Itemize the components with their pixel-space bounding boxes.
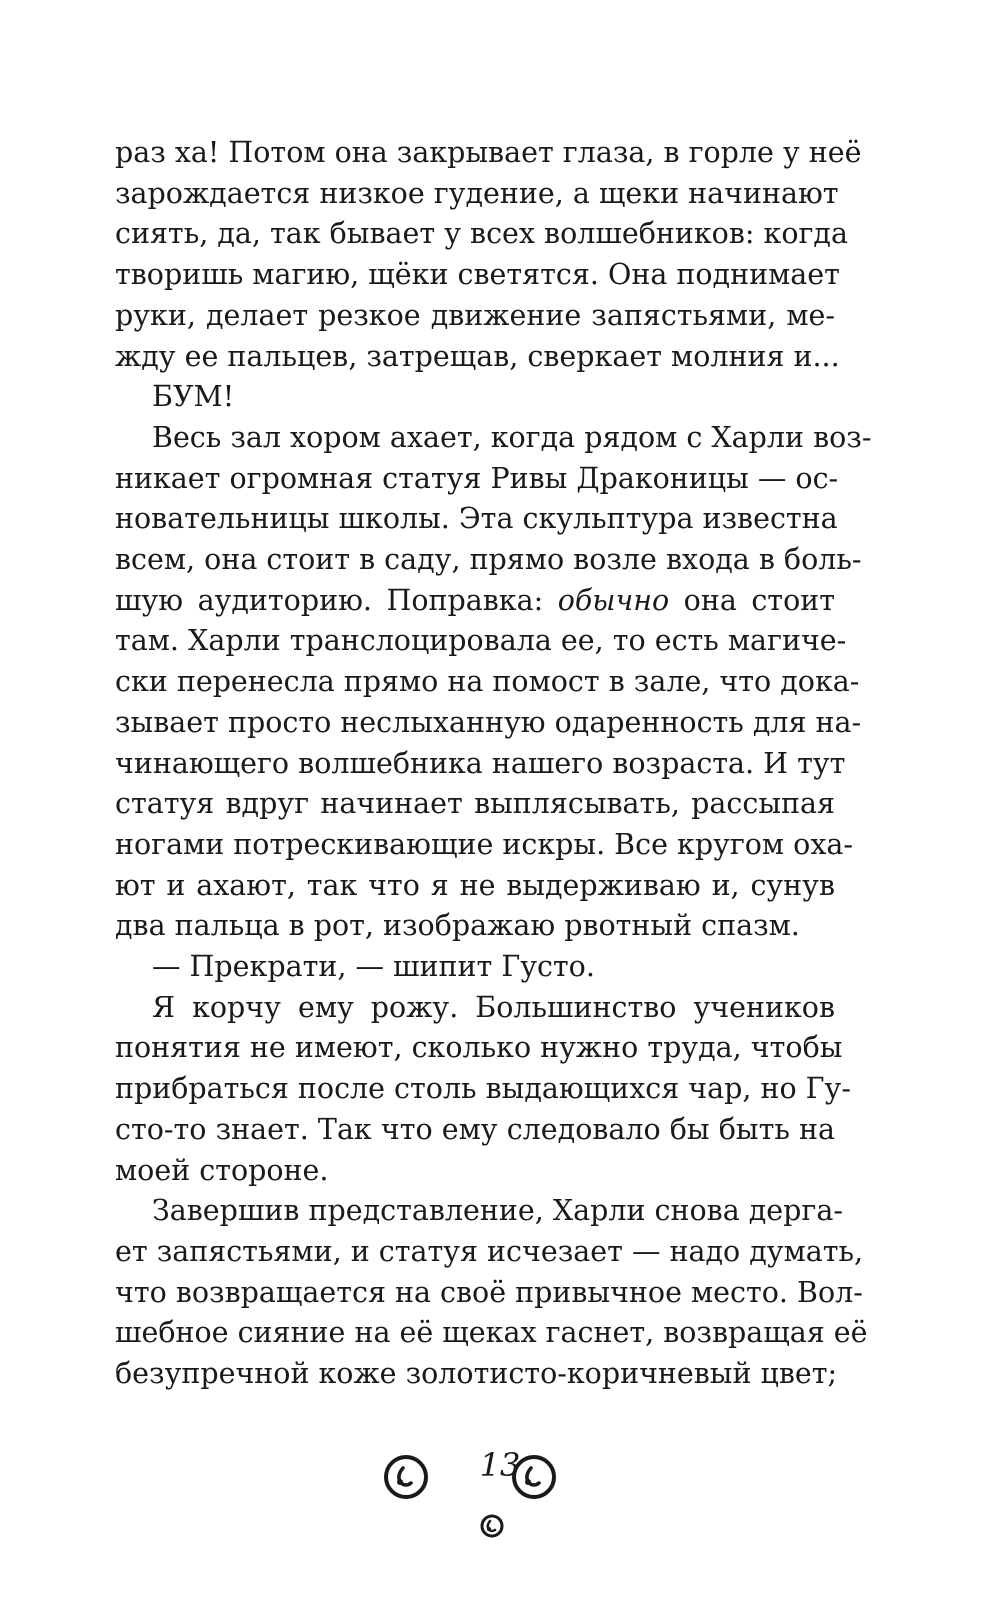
- text-line: жду ее пальцев, затрещав, сверкает молния и...: [115, 339, 840, 373]
- text-line: всем, она стоит в саду, прямо возле входа в боль-: [115, 543, 862, 577]
- body-text: [115, 133, 872, 1395]
- text-line: ски перенесла прямо на помост в зале, что дока-: [115, 665, 860, 699]
- text-line: раз ха! Потом она закрывает глаза, в горле у неё: [115, 136, 862, 169]
- text-line: что возвращается на своё привычное место. Вол-: [115, 1275, 863, 1309]
- text-line: ногами потрескивающие искры. Все кругом оха-: [115, 827, 854, 861]
- page-number: 13: [479, 1446, 521, 1484]
- text-line: никает огромная статуя Ривы Драконицы — ос-: [115, 461, 839, 495]
- swirl-ornament-icon: [381, 1452, 431, 1502]
- text-line: Я корчу ему рожу. Большинство учеников: [152, 990, 835, 1024]
- text-line: руки, делает резкое движение запястьями, ме-: [115, 298, 835, 332]
- text-line: ют и ахают, так что я не выдерживаю и, сунув: [115, 868, 835, 902]
- text-line: — Прекрати, — шипит Густо.: [152, 950, 595, 984]
- text-line: сто-то знает. Так что ему следовало бы быть на: [115, 1112, 835, 1146]
- swirl-ornament-icon: [478, 1512, 506, 1540]
- text-line: шебное сияние на её щеках гаснет, возвращая её: [115, 1316, 868, 1350]
- text-line: чинающего волшебника нашего возраста. И тут: [115, 746, 846, 780]
- text-line: зарождается низкое гудение, а щеки начинают: [115, 176, 839, 210]
- text-line: зывает просто неслыханную одаренность для на-: [115, 705, 862, 739]
- text-line: Весь зал хором ахает, когда рядом с Харли воз-: [152, 420, 872, 454]
- text-line: два пальца в рот, изображаю рвотный спазм.: [115, 909, 800, 943]
- text-line: безупречной коже золотисто-коричневый цвет;: [115, 1357, 838, 1391]
- emphasis: обычно: [557, 583, 670, 617]
- paragraph: [115, 418, 872, 947]
- paragraph: [115, 377, 835, 418]
- text-line: статуя вдруг начинает выплясывать, рассыпая: [115, 787, 835, 821]
- text-line: прибраться после столь выдающихся чар, но Гу-: [115, 1072, 851, 1106]
- text-line: понятия не имеют, сколько нужно труда, чтобы: [115, 1031, 843, 1065]
- text-line: моей стороне.: [115, 1153, 329, 1187]
- text-line: БУМ!: [152, 380, 235, 414]
- folio-area: [0, 1440, 1000, 1550]
- text-line: творишь магию, щёки светятся. Она поднимает: [115, 258, 840, 292]
- swirl-ornament-icon: [509, 1452, 559, 1502]
- paragraph: [115, 988, 851, 1192]
- text-line: там. Харли транслоцировала ее, то есть магиче-: [115, 624, 847, 658]
- text-line: ет запястьями, и статуя исчезает — надо думать,: [115, 1234, 864, 1268]
- text-line: новательницы школы. Эта скульптура известна: [115, 502, 838, 536]
- paragraph: [115, 1191, 868, 1395]
- paragraph: [115, 947, 835, 988]
- text-line: сиять, да, так бывает у всех волшебников: когда: [115, 217, 848, 251]
- text-line: шую аудиторию. Поправка: обычно она стоит: [115, 583, 835, 617]
- text-line: Завершив представление, Харли снова дергa-: [152, 1194, 843, 1228]
- paragraph: [115, 133, 862, 377]
